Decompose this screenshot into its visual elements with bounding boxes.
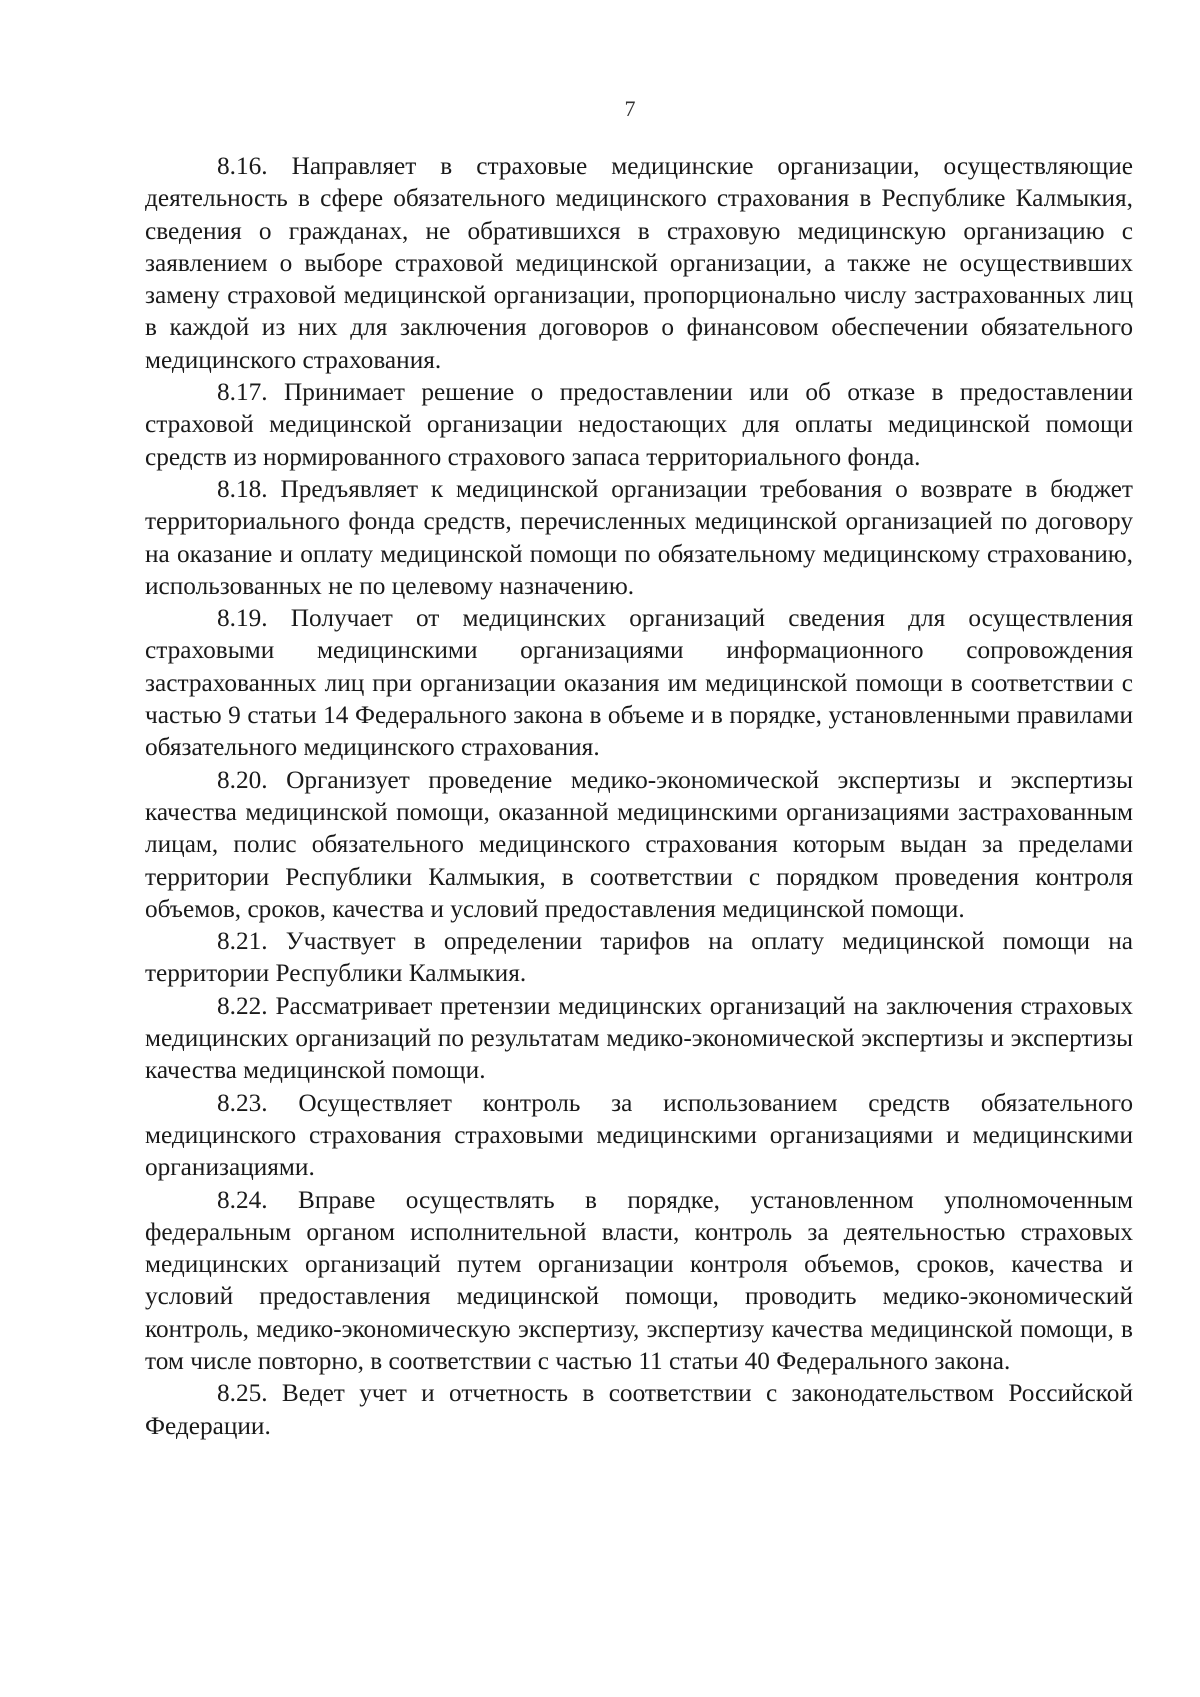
paragraph-8-21: 8.21. Участвует в определении тарифов на оплату медицинской помощи на территории Республики Калмыкия.: [145, 927, 1133, 988]
paragraph-8-24: 8.24. Вправе осуществлять в порядке, установленном уполномоченным федеральным органом исполнительной власти, контроль за деятельностью страховых медицинских организаций путем организации контроля объемов, сроков, качества и условий предоставления медицинской помощи, проводить медико-экономический контроль, медико-экономическую экспертизу, экспертизу качества медицинской помощи, в том числе повторно, в соответствии с частью 11 статьи 40 Федерального закона.: [145, 1185, 1133, 1375]
paragraph-8-22: 8.22. Рассматривает претензии медицинских организаций на заключения страховых медицинских организаций по результатам медико-экономической экспертизы и экспертизы качества медицинской помощи.: [145, 991, 1133, 1085]
paragraph-8-18: 8.18. Предъявляет к медицинской организации требования о возврате в бюджет территориального фонда средств, перечисленных медицинской организацией по договору на оказание и оплату медицинской помощи по обязательному медицинскому страхованию, использованных не по целевому назначению.: [145, 474, 1133, 600]
paragraph-8-20: 8.20. Организует проведение медико-экономической экспертизы и экспертизы качества медицинской помощи, оказанной медицинскими организациями застрахованным лицам, полис обязательного медицинского страхования которым выдан за пределами территории Республики Калмыкия, в соответствии с порядком проведения контроля объемов, сроков, качества и условий предоставления медицинской помощи.: [145, 765, 1133, 923]
paragraph-8-16: 8.16. Направляет в страховые медицинские организации, осуществляющие деятельность в сфере обязательного медицинского страхования в Республике Калмыкия, сведения о гражданах, не обратившихся в страховую медицинскую организацию с заявлением о выборе страховой медицинской организации, а также не осуществивших замену страховой медицинской организации, пропорционально числу застрахованных лиц в каждой из них для заключения договоров о финансовом обеспечении обязательного медицинского страхования.: [145, 152, 1133, 374]
paragraph-8-25: 8.25. Ведет учет и отчетность в соответствии с законодательством Российской Федерации.: [145, 1379, 1133, 1440]
paragraph-8-17: 8.17. Принимает решение о предоставлении или об отказе в предоставлении страховой медицинской организации недостающих для оплаты медицинской помощи средств из нормированного страхового запаса территориального фонда.: [145, 378, 1133, 471]
page-number: 7: [624, 96, 636, 121]
paragraph-8-19: 8.19. Получает от медицинских организаций сведения для осуществления страховыми медицинскими организациями информационного сопровождения застрахованных лиц при организации оказания им медицинской помощи в соответствии с частью 9 статьи 14 Федерального закона в объеме и в порядке, установленными правилами обязательного медицинского страхования.: [145, 604, 1133, 762]
paragraph-8-23: 8.23. Осуществляет контроль за использованием средств обязательного медицинского страхования страховыми медицинскими организациями и медицинскими организациями.: [145, 1088, 1133, 1182]
document-body: [145, 150, 1133, 1442]
